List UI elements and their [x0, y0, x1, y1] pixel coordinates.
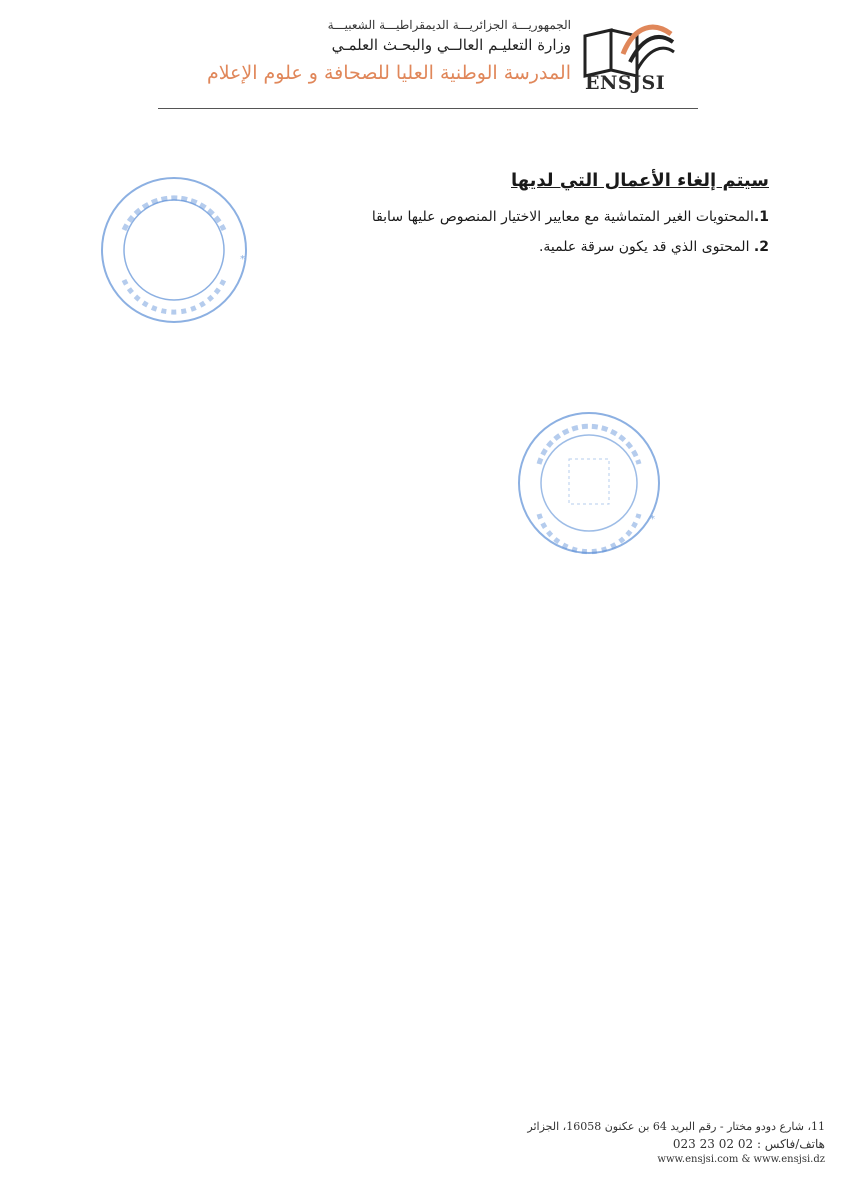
list-item [249, 209, 769, 225]
logo-text: ENSJSI [585, 72, 666, 94]
header-divider [158, 108, 698, 109]
official-stamp-icon [514, 404, 664, 562]
item-number: 1. [753, 209, 769, 225]
republic-name: الجمهوريـــة الجزائريـــة الديمقراطيـــة الشعبيـــة [327, 18, 571, 32]
header-text [207, 18, 571, 84]
item-number: 2. [753, 239, 769, 255]
svg-text:*: * [240, 254, 245, 265]
footer-phone: هاتف/فاكس : 02 02 23 023 [672, 1137, 825, 1151]
footer [527, 1120, 825, 1165]
main-content [249, 170, 769, 269]
list-item [249, 239, 769, 255]
footer-address: 11، شارع دودو مختار - رقم البريد 64 بن عكنون 16058، الجزائر [527, 1120, 825, 1133]
section-title: سيتم إلغاء الأعمال التي لديها [511, 170, 769, 191]
school-name: المدرسة الوطنية العليا للصحافة و علوم الإعلام [206, 62, 571, 84]
item-text: المحتوى الذي قد يكون سرقة علمية. [538, 239, 754, 255]
ministry-name: وزارة التعليـم العالــي والبحـث العلمـي [331, 36, 571, 54]
official-stamp-icon [94, 170, 254, 330]
svg-text:*: * [650, 514, 655, 525]
item-text: المحتويات الغير المتماشية مع معايير الاختيار المنصوص عليها سابقا [371, 209, 754, 225]
footer-websites: www.ensjsi.com & www.ensjsi.dz [657, 1154, 825, 1165]
